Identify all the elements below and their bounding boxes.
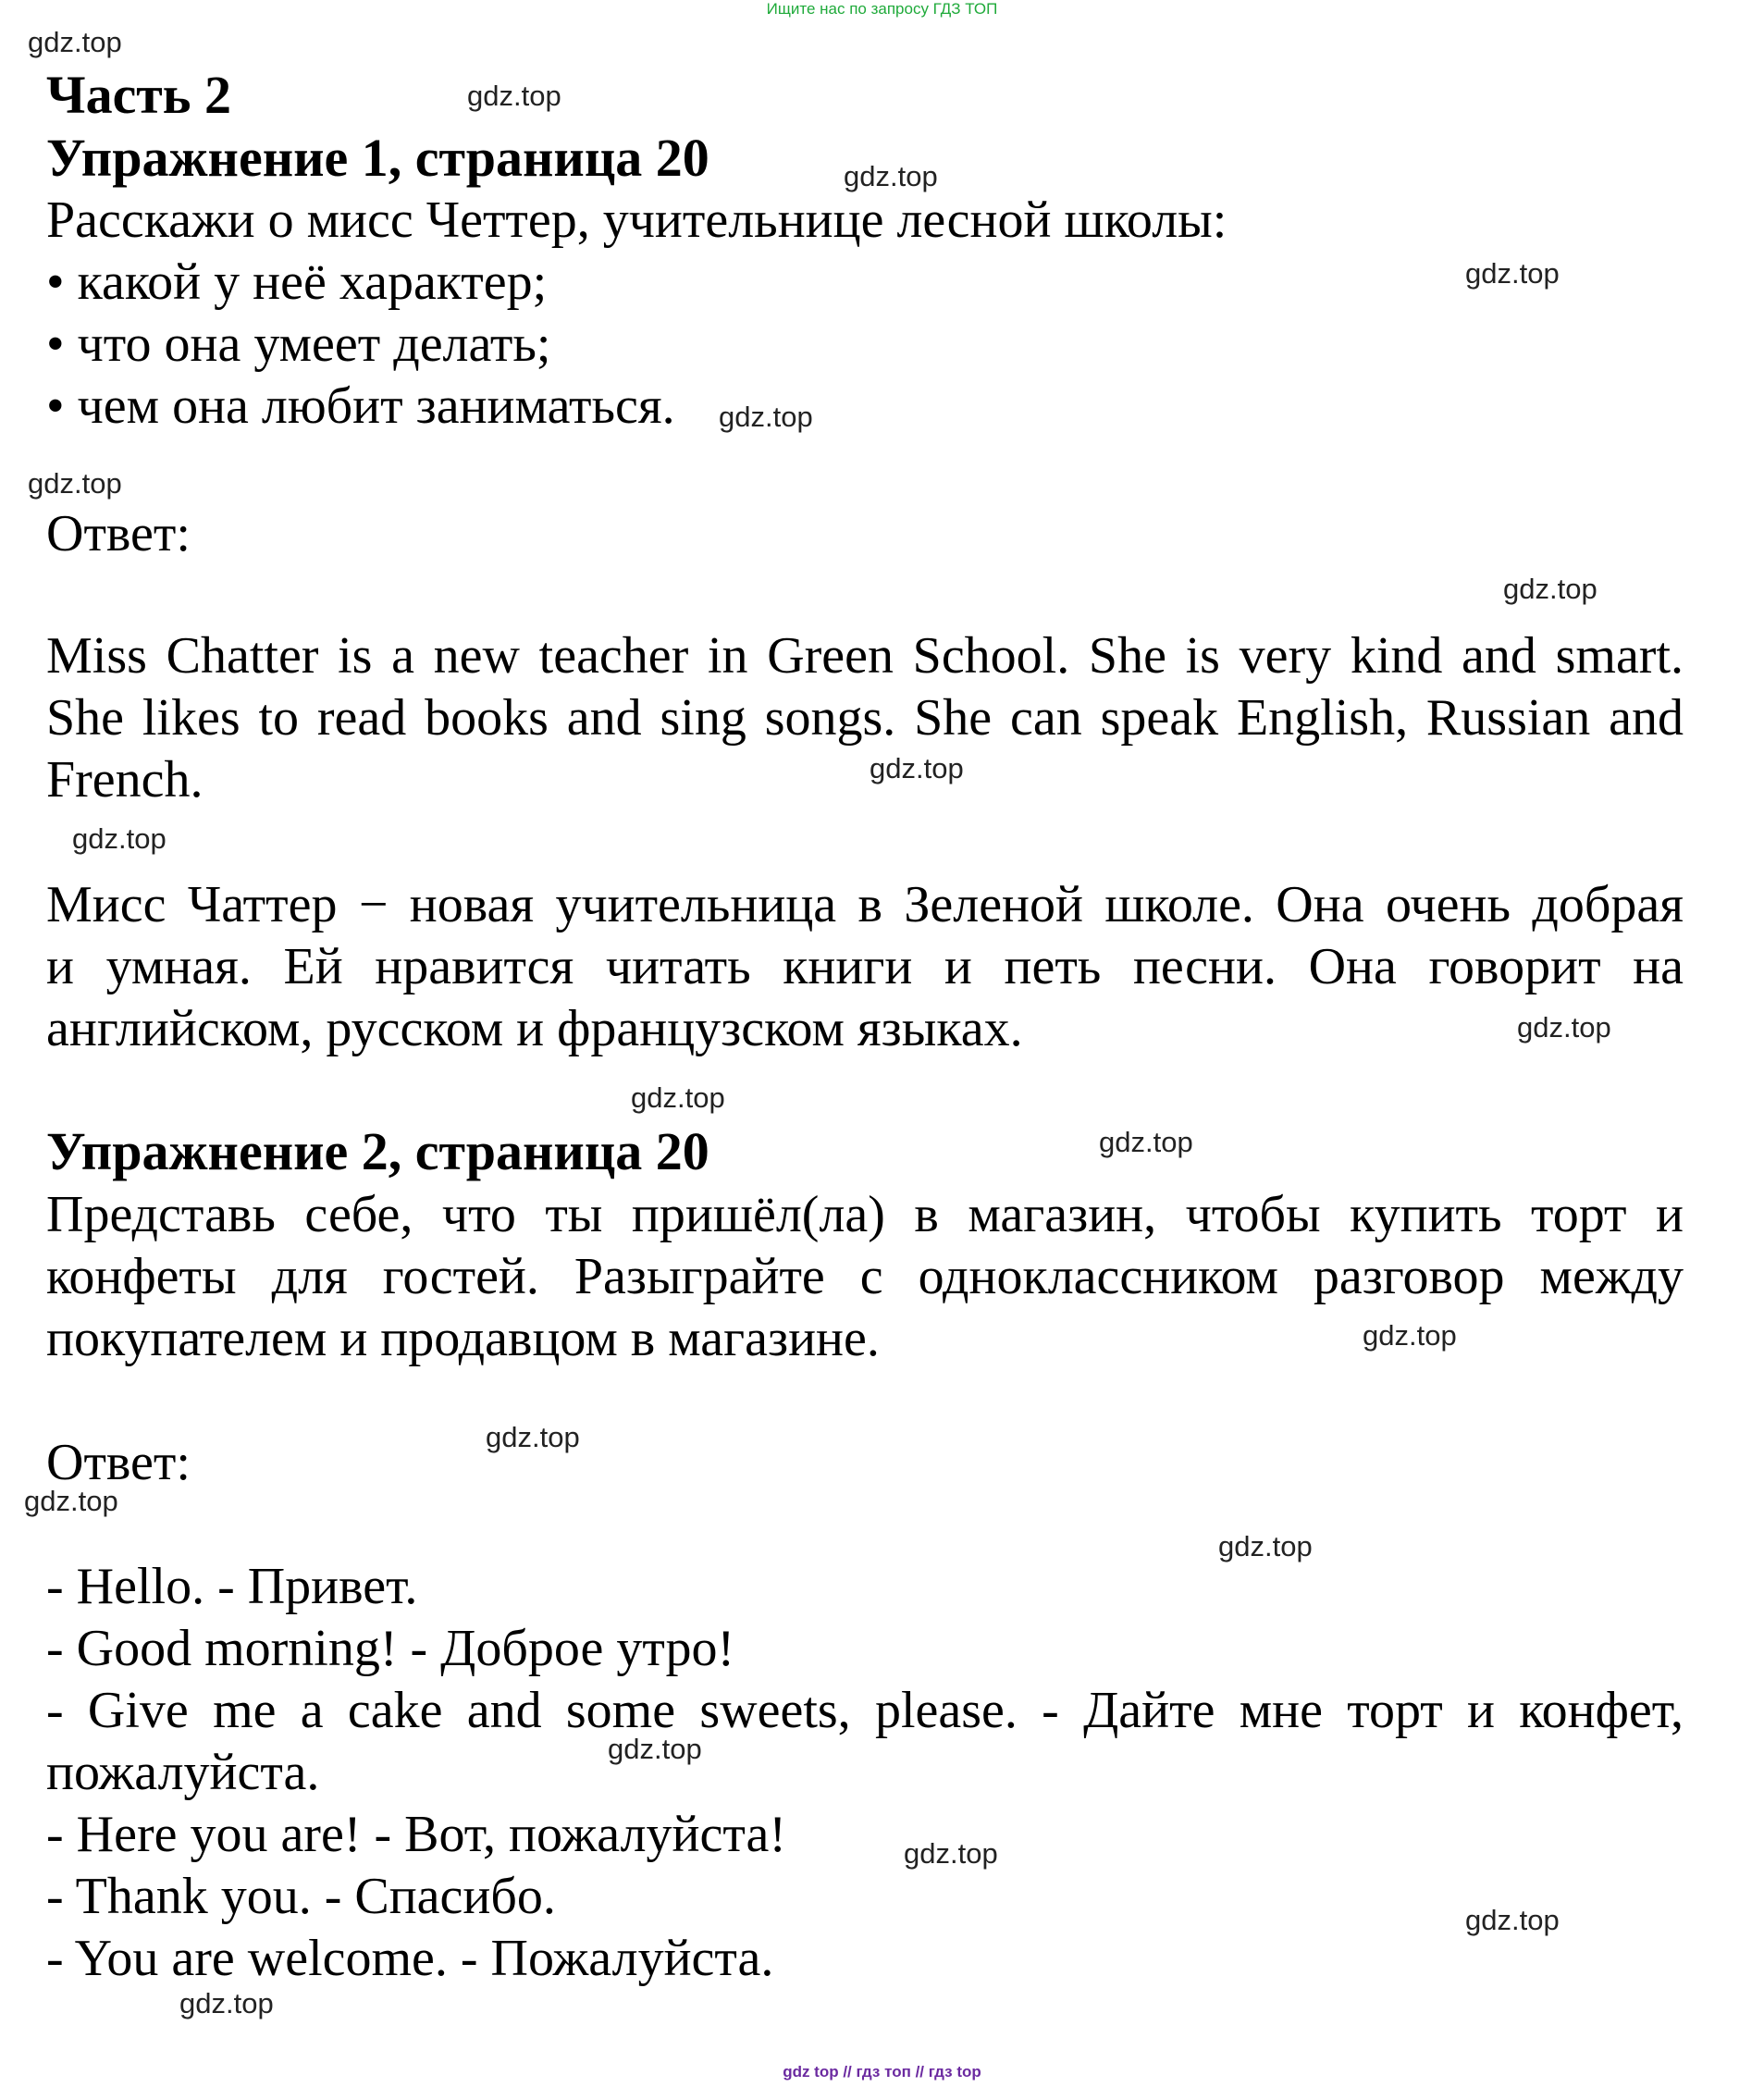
watermark: gdz.top	[1363, 1319, 1457, 1352]
exercise2-prompt-line: покупателем и продавцом в магазине.	[46, 1310, 880, 1367]
exercise1-bullet: • чем она любит заниматься.	[46, 377, 675, 435]
dialogue-line: пожалуйста.	[46, 1744, 320, 1801]
answer-en-line: Miss Chatter is a new teacher in Green School. She is very kind and smart.	[46, 627, 1684, 685]
dialogue-line: - Here you are! - Вот, пожалуйста!	[46, 1806, 787, 1863]
dialogue-line: - Give me a cake and some sweets, please. - Дайте мне торт и конфет,	[46, 1682, 1684, 1739]
watermark: gdz.top	[844, 160, 938, 192]
dialogue-line: - Good morning! - Доброе утро!	[46, 1620, 735, 1677]
answer-en-line: She likes to read books and sing songs. She can speak English, Russian and	[46, 689, 1684, 747]
watermark: gdz.top	[719, 401, 813, 433]
exercise2-title: Упражнение 2, страница 20	[46, 1121, 709, 1181]
exercise2-prompt-line: конфеты для гостей. Разыграйте с одноклассником разговор между	[46, 1248, 1684, 1305]
answer-ru-line: и умная. Ей нравится читать книги и петь песни. Она говорит на	[46, 938, 1684, 995]
watermark: gdz.top	[486, 1421, 580, 1453]
watermark: gdz.top	[1099, 1126, 1193, 1158]
dialogue-line: - Thank you. - Спасибо.	[46, 1868, 556, 1925]
watermark: gdz.top	[28, 26, 122, 58]
watermark: gdz.top	[179, 1987, 274, 2019]
dialogue-line: - You are welcome. - Пожалуйста.	[46, 1930, 774, 1987]
watermark: gdz.top	[1465, 1904, 1560, 1936]
watermark: gdz.top	[72, 822, 167, 855]
exercise1-bullet: • какой у неё характер;	[46, 253, 548, 311]
dialogue-line: - Hello. - Привет.	[46, 1558, 418, 1615]
watermark: gdz.top	[1517, 1011, 1611, 1044]
answer-en-line: French.	[46, 751, 204, 809]
bottom-note: gdz top // гдз топ // гдз top	[783, 2063, 981, 2081]
exercise1-title: Упражнение 1, страница 20	[46, 128, 709, 188]
exercise2-prompt-line: Представь себе, что ты пришёл(ла) в магазин, чтобы купить торт и	[46, 1186, 1684, 1243]
exercise1-prompt-line: Расскажи о мисс Четтер, учительнице лесной школы:	[46, 191, 1227, 249]
watermark: gdz.top	[28, 467, 122, 500]
exercise1-bullet: • что она умеет делать;	[46, 315, 551, 373]
top-note: Ищите нас по запросу ГДЗ ТОП	[766, 0, 998, 18]
answer-ru-line: английском, русском и французском языках.	[46, 1000, 1023, 1057]
watermark: gdz.top	[631, 1081, 725, 1114]
watermark: gdz.top	[870, 752, 964, 784]
part-title: Часть 2	[46, 65, 231, 125]
watermark: gdz.top	[1465, 257, 1560, 290]
watermark: gdz.top	[608, 1733, 702, 1765]
watermark: gdz.top	[904, 1837, 998, 1870]
exercise2-answer-label: Ответ:	[46, 1434, 191, 1491]
watermark: gdz.top	[1503, 573, 1597, 605]
watermark: gdz.top	[1218, 1530, 1313, 1562]
watermark: gdz.top	[24, 1485, 118, 1517]
watermark: gdz.top	[467, 80, 561, 112]
answer-ru-line: Мисс Чаттер − новая учительница в Зеленой школе. Она очень добрая	[46, 876, 1684, 933]
exercise1-answer-label: Ответ:	[46, 505, 191, 562]
